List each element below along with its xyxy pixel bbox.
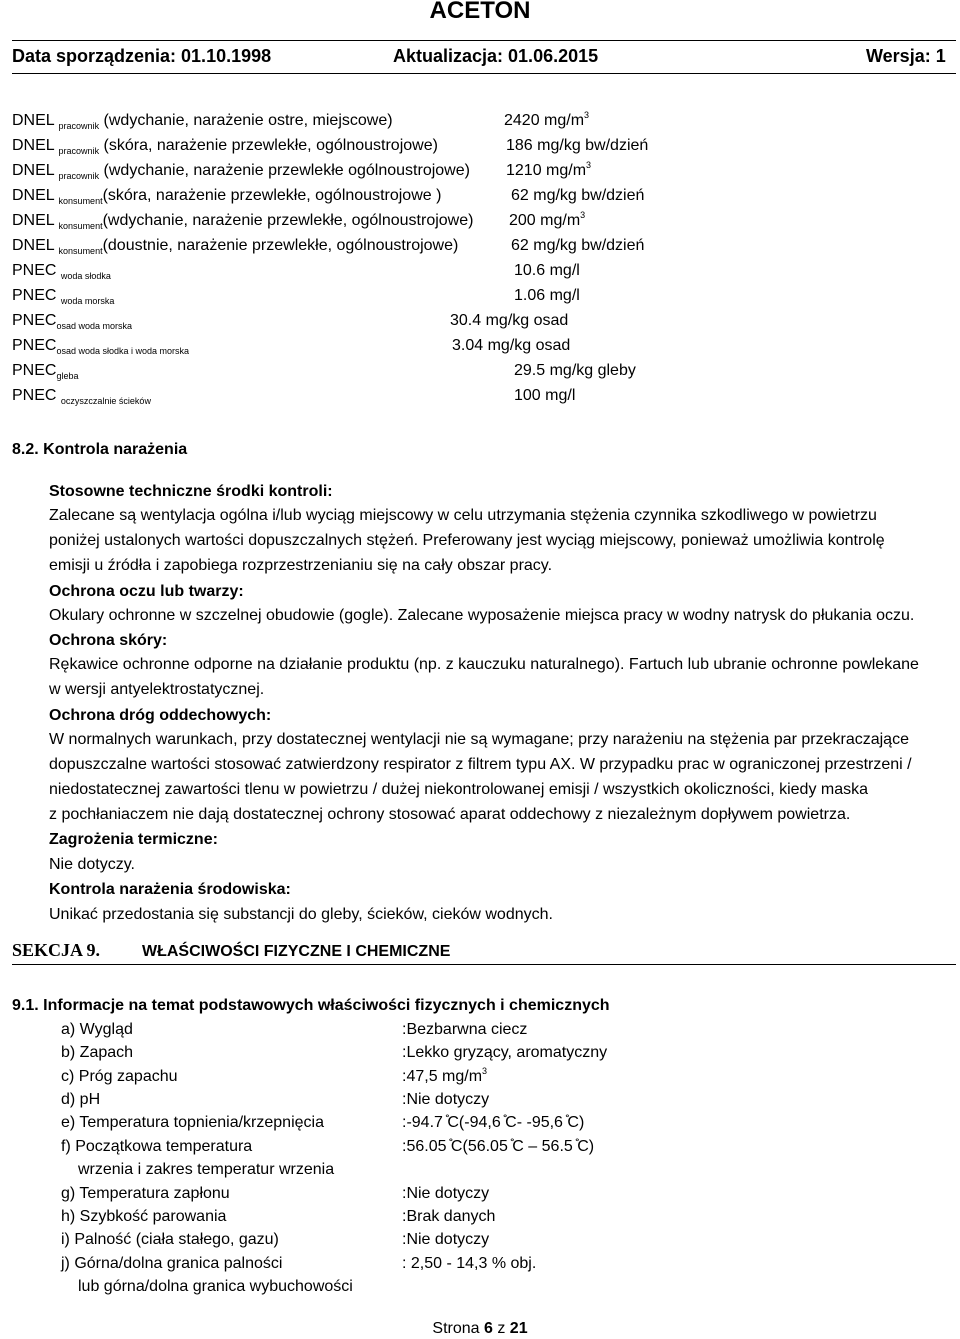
- paragraph-line: Zalecane są wentylacja ogólna i/lub wyciąg miejscowy w celu utrzymania stężenia czynnika szkodliwego w powietrzu: [49, 507, 877, 524]
- section-rule: [12, 964, 956, 965]
- paragraph-line: Nie dotyczy.: [49, 856, 135, 873]
- document-title: ACETON: [429, 0, 531, 24]
- paragraph-line: dopuszczalne wartości stosować zatwierdzony respirator z filtrem typu AX. W przypadku prac w ograniczonej przestrzeni /: [49, 756, 912, 773]
- pnec-value: 3.04 mg/kg osad: [452, 337, 571, 354]
- paragraph-line: emisji u źródła i zapobiega rozprzestrzenianiu się na cały obszar pracy.: [49, 557, 553, 574]
- paragraph-line: Okulary ochronne w szczelnej obudowie (gogle). Zalecane wyposażenie miejsca pracy w wodny natrysk do płukania oczu.: [49, 607, 915, 624]
- pnec-value: 1.06 mg/l: [514, 287, 580, 304]
- section-title: WŁAŚCIWOŚCI FIZYCZNE I CHEMICZNE: [142, 943, 451, 960]
- dnel-row: DNEL $_{pracownik}$ (wdychanie, narażenie ostre, miejscowe): [12, 112, 393, 131]
- header-bottom-rule: [12, 73, 956, 74]
- subsection-heading: Ochrona dróg oddechowych:: [49, 707, 272, 724]
- paragraph-line: w wersji antyelektrostatycznej.: [49, 681, 265, 698]
- property-label: g) Temperatura zapłonu: [61, 1185, 230, 1202]
- section-subheading: 9.1. Informacje na temat podstawowych właściwości fizycznych i chemicznych: [12, 997, 610, 1014]
- property-value: : 2,50 - 14,3 % obj.: [402, 1255, 537, 1272]
- date-created: Data sporządzenia: 01.10.1998: [12, 46, 272, 66]
- property-value: :Nie dotyczy: [402, 1231, 490, 1248]
- pnec-row: $PNEC_{osad woda słodka i woda morska}$: [12, 337, 190, 356]
- pnec-value: 29.5 mg/kg gleby: [514, 362, 636, 379]
- property-label: b) Zapach: [61, 1044, 134, 1061]
- property-value: :Nie dotyczy: [402, 1091, 490, 1108]
- dnel-value: 200 $mg/m^3$: [509, 210, 586, 229]
- property-value: :47,5 $mg/m^3$: [402, 1066, 488, 1085]
- dnel-row: DNEL $_{pracownik}$ (skóra, narażenie przewlekłe, ogólnoustrojowe): [12, 137, 438, 156]
- property-value: :Nie dotyczy: [402, 1185, 490, 1202]
- dnel-value: 62 mg/kg bw/dzień: [511, 237, 645, 254]
- property-label: h) Szybkość parowania: [61, 1208, 227, 1225]
- paragraph-line: z pochłaniaczem nie dają dostatecznej ochrony stosować aparat oddechowy z niezależnym dopływem powietrza.: [49, 806, 851, 823]
- dnel-row: DNEL $_{konsument}$(doustnie, narażenie przewlekłe, ogólnoustrojowe): [12, 237, 459, 256]
- property-label: c) Próg zapachu: [61, 1068, 178, 1085]
- property-value: :Bezbarwna ciecz: [402, 1021, 528, 1038]
- dnel-row: DNEL $_{konsument}$(wdychanie, narażenie przewlekłe, ogólnoustrojowe): [12, 212, 474, 231]
- pnec-value: 10.6 mg/l: [514, 262, 580, 279]
- dnel-value: 1210 $mg/m^3$: [506, 160, 592, 179]
- dnel-value: 62 mg/kg bw/dzień: [511, 187, 645, 204]
- dnel-value: 186 mg/kg bw/dzień: [506, 137, 649, 154]
- paragraph-line: Rękawice ochronne odporne na działanie produktu (np. z kauczuku naturalnego). Fartuch lub ubranie ochronne powlekane: [49, 656, 919, 673]
- paragraph-line: W normalnych warunkach, przy dostatecznej wentylacji nie są wymagane; przy narażeniu na stężenia par przekraczające: [49, 731, 909, 748]
- property-value: :Brak danych: [402, 1208, 496, 1225]
- pnec-row: PNEC $_{woda morska}$: [12, 287, 115, 306]
- property-value: :56.05 ̊C(56.05 ̊C – 56.5 ̊C): [402, 1138, 595, 1155]
- property-label: e) Temperatura topnienia/krzepnięcia: [61, 1114, 324, 1131]
- dnel-value: 2420 $mg/m^3$: [504, 110, 590, 129]
- property-label: d) pH: [61, 1091, 101, 1108]
- property-label: i) Palność (ciała stałego, gazu): [61, 1231, 279, 1248]
- date-updated: Aktualizacja: 01.06.2015: [393, 46, 599, 66]
- section-heading: 8.2. Kontrola narażenia: [12, 441, 188, 458]
- subsection-heading: Stosowne techniczne środki kontroli:: [49, 483, 333, 500]
- paragraph-line: niedostatecznej zawartości tlenu w powietrzu / dużej niekontrolowanej emisji / wszystkich okoliczności, kiedy maska: [49, 781, 869, 798]
- pnec-value: 100 mg/l: [514, 387, 576, 404]
- dnel-row: DNEL $_{konsument}$(skóra, narażenie przewlekłe, ogólnoustrojowe ): [12, 187, 442, 206]
- pnec-row: $PNEC_{osad woda morska}$: [12, 312, 132, 331]
- pnec-row: $PNEC_{gleba}$: [12, 362, 79, 381]
- property-value: :Lekko gryzący, aromatyczny: [402, 1044, 608, 1061]
- property-label: j) Górna/dolna granica palności: [61, 1255, 283, 1272]
- header-top-rule: [12, 40, 956, 41]
- paragraph-line: poniżej ustalonych wartości dopuszczalnych stężeń. Preferowany jest wyciąg miejscowy, ponieważ umożliwia kontrolę: [49, 532, 885, 549]
- property-value: :-94.7 ̊C(-94,6 ̊C- -95,6 ̊C): [402, 1114, 585, 1131]
- property-label: a) Wygląd: [61, 1021, 133, 1038]
- pnec-value: 30.4 mg/kg osad: [450, 312, 569, 329]
- subsection-heading: Zagrożenia termiczne:: [49, 831, 218, 848]
- property-label-continued: lub górna/dolna granica wybuchowości: [78, 1278, 353, 1295]
- section-number: SEKCJA 9.: [12, 940, 101, 960]
- subsection-heading: Kontrola narażenia środowiska:: [49, 881, 291, 898]
- dnel-row: DNEL $_{pracownik}$ (wdychanie, narażenie przewlekłe ogólnoustrojowe): [12, 162, 470, 181]
- pnec-row: PNEC $_{oczyszczalnie ścieków}$: [12, 387, 151, 406]
- subsection-heading: Ochrona oczu lub twarzy:: [49, 583, 244, 600]
- property-label: f) Początkowa temperatura: [61, 1138, 253, 1155]
- paragraph-line: Unikać przedostania się substancji do gleby, ścieków, cieków wodnych.: [49, 906, 553, 923]
- version: Wersja: 1: [866, 46, 946, 66]
- subsection-heading: Ochrona skóry:: [49, 632, 168, 649]
- pnec-row: PNEC $_{woda słodka}$: [12, 262, 111, 281]
- page-footer: Strona 6 z 21: [432, 1320, 528, 1337]
- property-label-continued: wrzenia i zakres temperatur wrzenia: [78, 1161, 335, 1178]
